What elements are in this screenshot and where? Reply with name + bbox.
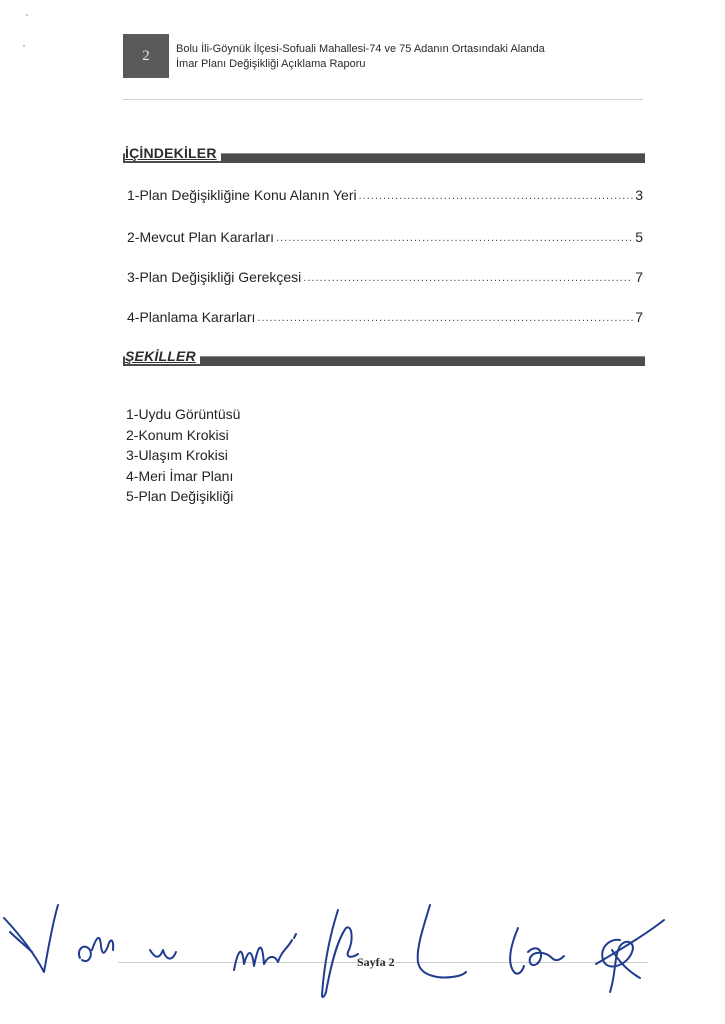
figure-item[interactable]: 5-Plan Değişikliği [126, 488, 234, 504]
toc-leader-dots [276, 231, 633, 245]
toc-entry[interactable] [127, 183, 643, 203]
toc-entry[interactable] [127, 305, 643, 325]
signature-3 [150, 950, 176, 959]
header-title-line-1: Bolu İli-Göynük İlçesi-Sofuali Mahallesi-74 ve 75 Adanın Ortasındaki Alanda [176, 43, 545, 55]
signatures [0, 880, 725, 1015]
figure-item[interactable]: 4-Meri İmar Planı [126, 467, 234, 484]
scan-specks [0, 0, 60, 60]
figure-item[interactable]: 3-Ulaşım Krokisi [126, 447, 228, 463]
signature-8 [596, 920, 664, 992]
header-page-number: 2 [123, 34, 169, 78]
toc-entry-page: 5 [635, 229, 643, 245]
toc-entry[interactable] [127, 225, 643, 245]
signature-6 [418, 905, 466, 977]
figures-heading-bar [123, 356, 645, 366]
figure-item[interactable]: 2-Konum Krokisi [126, 426, 229, 443]
toc-entry[interactable] [127, 265, 643, 285]
figures-list [126, 404, 240, 507]
toc-heading-banner [123, 143, 645, 163]
figure-item[interactable]: 1-Uydu Görüntüsü [126, 406, 241, 422]
signature-5 [322, 910, 358, 997]
toc-entry-text: 4-Planlama Kararları [127, 309, 256, 325]
toc-entry-text: 3-Plan Değişikliği Gerekçesi [127, 269, 302, 285]
signature-4 [234, 934, 296, 970]
figures-heading-banner [123, 346, 645, 366]
header-divider [123, 99, 643, 100]
toc-entry-text: 2-Mevcut Plan Kararları [127, 229, 275, 245]
header-title-line-2: İmar Planı Değişikliği Açıklama Raporu [176, 58, 366, 70]
toc-entry-page: 7 [635, 269, 643, 285]
header-title [176, 42, 646, 72]
toc-leader-dots [303, 271, 633, 285]
figures-heading: ŞEKİLLER [125, 348, 200, 364]
footer-page-label: Sayfa 2 [357, 955, 395, 969]
toc-leader-dots [257, 311, 633, 325]
toc-heading: İÇİNDEKİLER [125, 145, 221, 161]
toc-entry-text: 1-Plan Değişikliğine Konu Alanın Yeri [127, 187, 357, 203]
signature-1 [4, 905, 58, 972]
signature-2 [79, 938, 113, 961]
toc-entry-page: 3 [635, 187, 643, 203]
toc-leader-dots [359, 189, 634, 203]
toc-entry-page: 7 [635, 309, 643, 325]
signature-7 [510, 928, 564, 974]
